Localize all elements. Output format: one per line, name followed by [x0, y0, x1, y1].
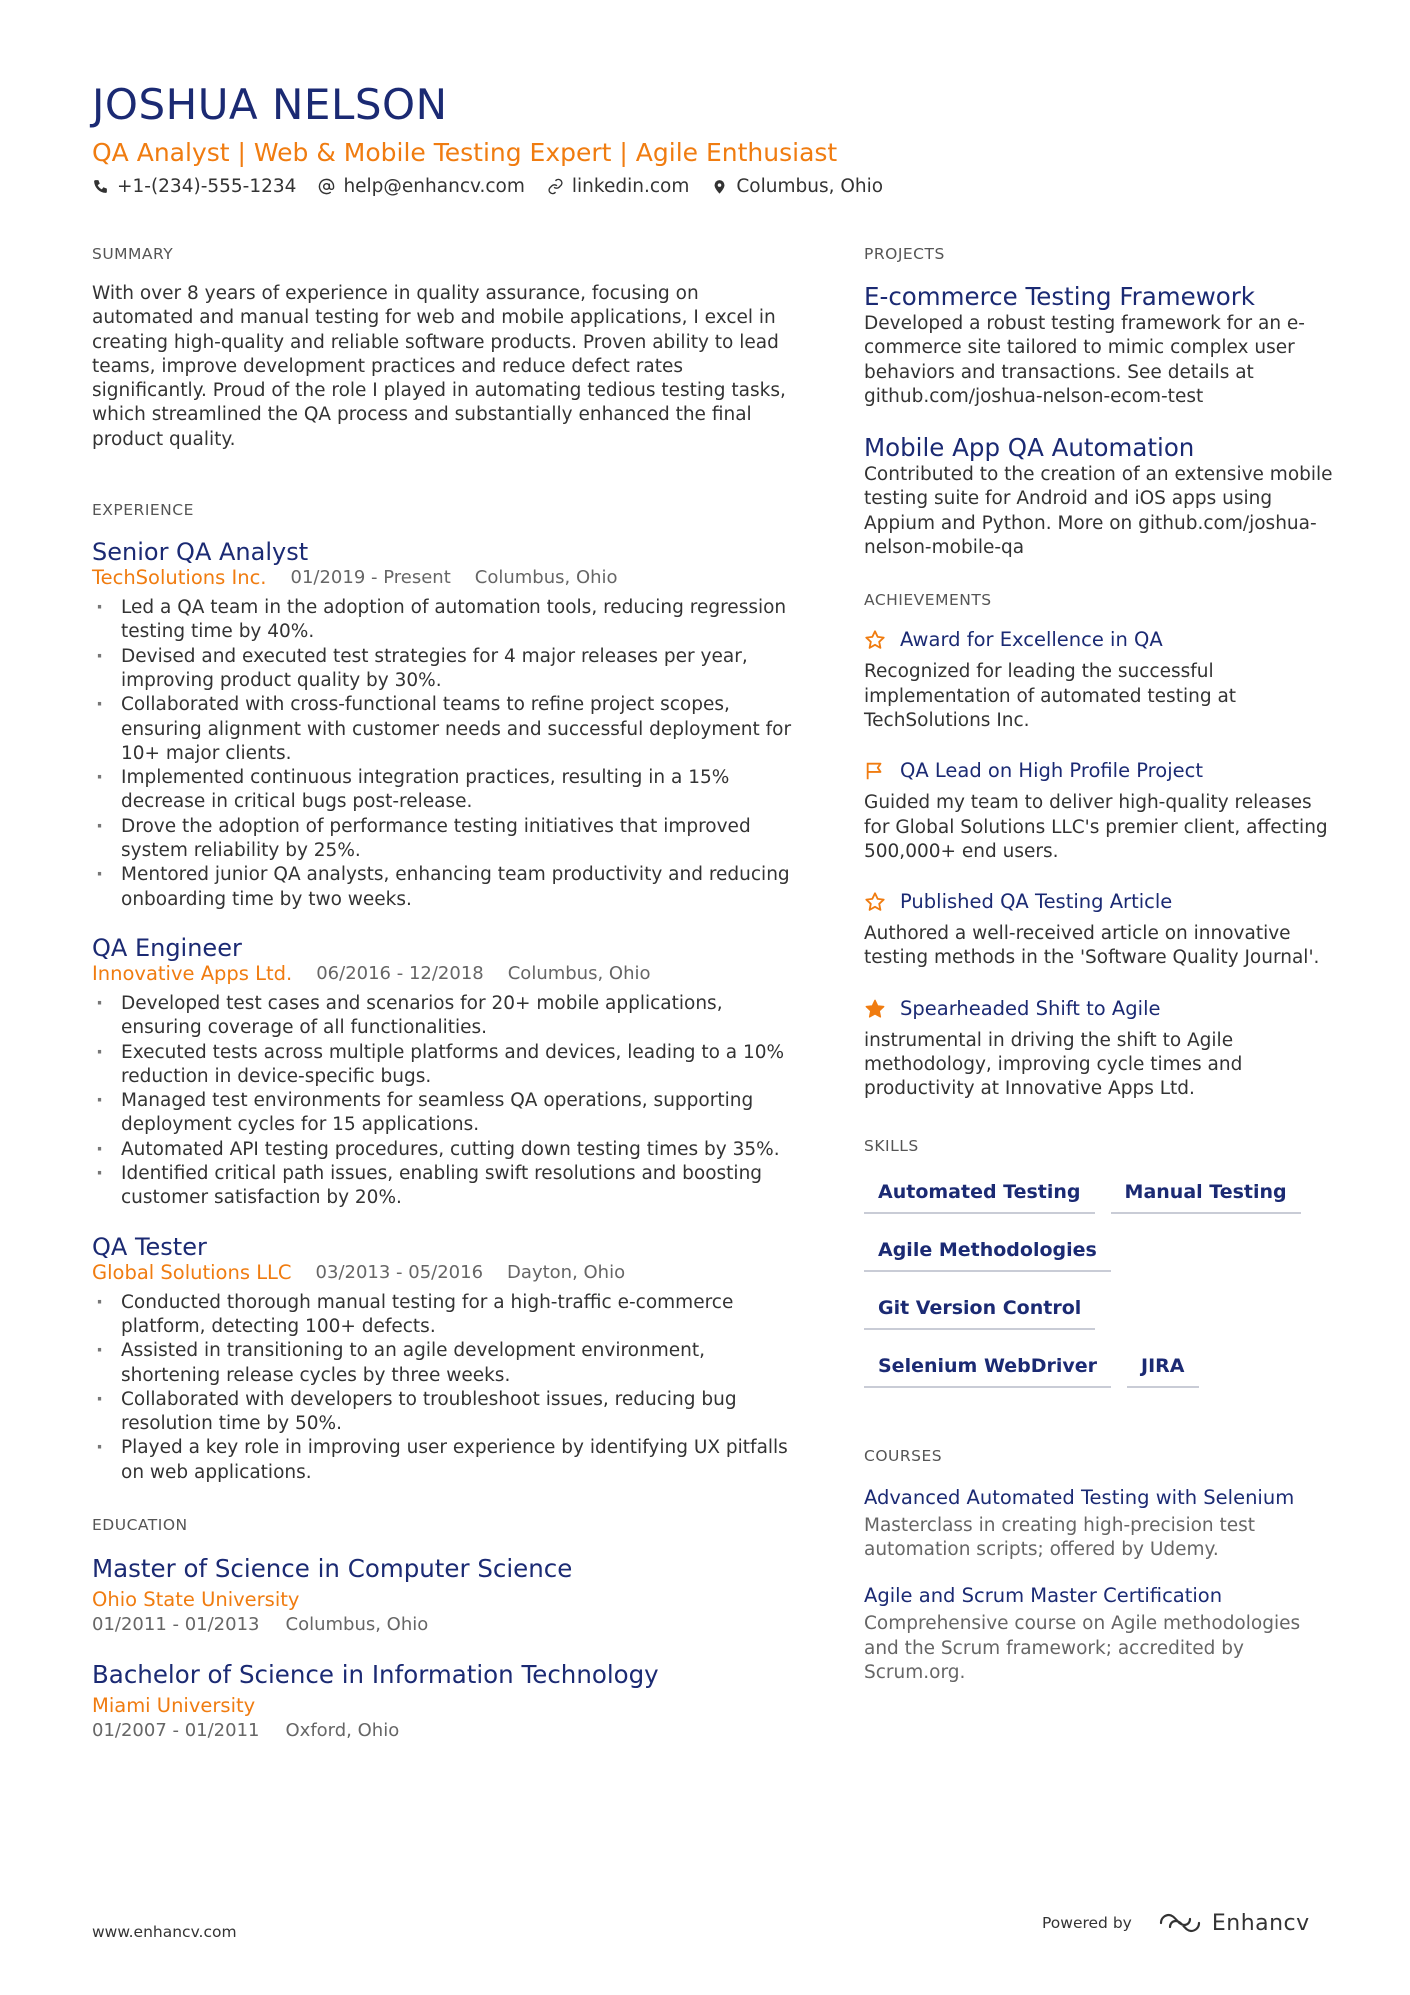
skills-list	[864, 1174, 1334, 1406]
experience-section	[92, 500, 792, 1485]
edu-location: Columbus, Ohio	[285, 1613, 429, 1635]
edu-meta	[92, 1613, 792, 1637]
project-item	[864, 433, 1334, 560]
edu-dates: 01/2007 - 01/2011	[92, 1719, 260, 1741]
edu-school: Ohio State University	[92, 1587, 300, 1611]
contact-email[interactable]	[318, 176, 524, 197]
phone-icon	[92, 178, 109, 195]
projects-section	[864, 244, 1334, 560]
at-icon	[318, 178, 335, 195]
project-title: Mobile App QA Automation	[864, 433, 1195, 463]
edu-degree: Master of Science in Computer Science	[92, 1553, 573, 1583]
achievement-item	[864, 890, 1334, 971]
course-title: Agile and Scrum Master Certification	[864, 1584, 1223, 1608]
summary-title: SUMMARY	[92, 245, 174, 263]
education-section	[92, 1515, 792, 1743]
role-meta	[92, 566, 792, 590]
achievement-desc: Guided my team to deliver high-quality releases for Global Solutions LLC's premier client, affecting 500,000+ end users.	[864, 792, 1328, 862]
bullet-item: · Devised and executed test strategies for 4 major releases per year, improving product quality by 30%.	[92, 645, 792, 694]
achievement-title: Award for Excellence in QA	[900, 628, 1163, 652]
bullet-item: · Assisted in transitioning to an agile development environment, shortening release cycles by three weeks.	[92, 1339, 792, 1388]
role-location: Columbus, Ohio	[474, 567, 618, 589]
bullet-item: · Executed tests across multiple platforms and devices, leading to a 10% reduction in device-specific bugs.	[92, 1041, 792, 1090]
contact-phone[interactable]	[92, 176, 296, 197]
email-text: help@enhancv.com	[343, 176, 525, 197]
skills-title: SKILLS	[864, 1136, 919, 1155]
location-text: Columbus, Ohio	[736, 176, 884, 197]
skill-tag: JIRA	[1127, 1348, 1198, 1388]
edu-location: Oxford, Ohio	[285, 1719, 400, 1741]
role-title: QA Tester	[92, 1232, 207, 1261]
role-title: QA Engineer	[92, 933, 242, 962]
skill-tag: Agile Methodologies	[864, 1232, 1111, 1272]
role-bullets	[92, 992, 792, 1211]
achievement-desc: Recognized for leading the successful implementation of automated testing at TechSolutions Inc.	[864, 661, 1237, 731]
experience-item	[92, 934, 792, 1211]
achievement-title: QA Lead on High Profile Project	[900, 759, 1203, 783]
role-meta	[92, 962, 792, 986]
skill-tag: Selenium WebDriver	[864, 1348, 1111, 1388]
summary-text: With over 8 years of experience in quality assurance, focusing on automated and manual testing for web and mobile applications, I excel in creating high-quality and reliable software products. Proven ability to lead teams, improve development practices and reduce defect rates significantly. Proud of the role I played in automating tedious testing tasks, which streamlined the QA process and substantially enhanced the final product quality.	[92, 283, 786, 450]
skill-tag: Git Version Control	[864, 1290, 1095, 1330]
role-dates: 06/2016 - 12/2018	[316, 962, 484, 984]
achievement-desc: Authored a well-received article on innovative testing methods in the 'Software Quality Journal'.	[864, 923, 1320, 969]
education-item	[92, 1553, 792, 1637]
contact-location	[711, 176, 883, 197]
bullet-item: · Developed test cases and scenarios for 20+ mobile applications, ensuring coverage of all functionalities.	[92, 992, 792, 1041]
bullet-item: · Implemented continuous integration practices, resulting in a 15% decrease in critical bugs post-release.	[92, 766, 792, 815]
achievement-item	[864, 628, 1334, 733]
bullet-item: · Collaborated with cross-functional teams to refine project scopes, ensuring alignment with customer needs and successful deployment for 10+ major clients.	[92, 693, 792, 766]
education-title: EDUCATION	[92, 1515, 188, 1534]
role-company: Global Solutions LLC	[92, 1260, 292, 1284]
enhancv-logo-text: Enhancv	[1211, 1910, 1310, 1936]
linkedin-text: linkedin.com	[571, 176, 690, 197]
role-meta	[92, 1261, 792, 1285]
role-dates: 03/2013 - 05/2016	[315, 1261, 484, 1283]
achievement-title: Spearheaded Shift to Agile	[900, 996, 1161, 1020]
role-title: Senior QA Analyst	[92, 538, 309, 567]
summary-section	[92, 244, 792, 452]
bullet-item: · Automated API testing procedures, cutting down testing times by 35%.	[92, 1138, 792, 1162]
star-filled-icon	[864, 998, 886, 1020]
link-icon	[547, 178, 564, 195]
education-item	[92, 1659, 792, 1743]
contact-bar	[92, 176, 905, 197]
role-company: Innovative Apps Ltd.	[92, 961, 293, 985]
flag-icon	[864, 760, 886, 782]
bullet-item: · Led a QA team in the adoption of automation tools, reducing regression testing time by 40%.	[92, 596, 792, 645]
course-desc: Masterclass in creating high-precision test automation scripts; offered by Udemy.	[864, 1514, 1256, 1560]
edu-meta	[92, 1719, 792, 1743]
courses-section	[864, 1446, 1334, 1685]
contact-linkedin[interactable]	[547, 176, 689, 197]
edu-degree: Bachelor of Science in Information Technology	[92, 1659, 659, 1689]
projects-title: PROJECTS	[864, 245, 945, 263]
course-desc: Comprehensive course on Agile methodologies and the Scrum framework; accredited by Scrum.org.	[864, 1613, 1301, 1683]
role-location: Dayton, Ohio	[507, 1261, 626, 1283]
bullet-item: · Managed test environments for seamless QA operations, supporting deployment cycles for 15 applications.	[92, 1089, 792, 1138]
footer-branding[interactable]	[1042, 1910, 1310, 1936]
bullet-item: · Drove the adoption of performance testing initiatives that improved system reliability by 25%.	[92, 815, 792, 864]
bullet-item: · Played a key role in improving user experience by identifying UX pitfalls on web applications.	[92, 1436, 792, 1485]
courses-title: COURSES	[864, 1446, 943, 1465]
skill-tag: Manual Testing	[1111, 1174, 1301, 1214]
project-item	[864, 282, 1334, 409]
right-column	[864, 244, 1334, 1705]
bullet-item: · Conducted thorough manual testing for a high-traffic e-commerce platform, detecting 100+ defects.	[92, 1291, 792, 1340]
candidate-name: JOSHUA NELSON	[92, 80, 448, 129]
bullet-item: · Mentored junior QA analysts, enhancing team productivity and reducing onboarding time by two weeks.	[92, 863, 792, 912]
role-company: TechSolutions Inc.	[92, 566, 267, 590]
achievement-title: Published QA Testing Article	[900, 890, 1173, 914]
role-bullets	[92, 1291, 792, 1485]
achievement-item	[864, 759, 1334, 864]
experience-item	[92, 538, 792, 912]
bullet-item: · Identified critical path issues, enabling swift resolutions and boosting customer satisfaction by 20%.	[92, 1162, 792, 1211]
edu-dates: 01/2011 - 01/2013	[92, 1613, 260, 1635]
powered-by-label: Powered by	[1042, 1914, 1132, 1932]
skill-tag: Automated Testing	[864, 1174, 1095, 1214]
edu-school: Miami University	[92, 1693, 256, 1717]
project-desc: Contributed to the creation of an extensive mobile testing suite for Android and iOS apps using Appium and Python. More on github.com/joshua-nelson-mobile-qa	[864, 464, 1333, 559]
achievement-item	[864, 997, 1334, 1102]
course-title: Advanced Automated Testing with Selenium	[864, 1485, 1295, 1509]
project-title: E-commerce Testing Framework	[864, 282, 1255, 311]
star-outline-icon	[864, 891, 886, 913]
achievements-title: ACHIEVEMENTS	[864, 591, 992, 610]
star-outline-icon	[864, 629, 886, 651]
achievement-desc: instrumental in driving the shift to Agile methodology, improving cycle times and productivity at Innovative Apps Ltd.	[864, 1029, 1243, 1100]
bullet-item: · Collaborated with developers to troubleshoot issues, reducing bug resolution time by 50%.	[92, 1388, 792, 1437]
enhancv-logo-icon	[1158, 1910, 1202, 1936]
skills-section	[864, 1136, 1334, 1406]
achievements-section	[864, 590, 1334, 1101]
project-desc: Developed a robust testing framework for an e-commerce site tailored to mimic complex user behaviors and transactions. See details at github.com/joshua-nelson-ecom-test	[864, 313, 1305, 407]
course-item	[864, 1582, 1334, 1685]
experience-item	[92, 1233, 792, 1485]
phone-text: +1-(234)-555-1234	[117, 176, 297, 197]
left-column	[92, 244, 792, 1765]
role-bullets	[92, 596, 792, 912]
experience-title: EXPERIENCE	[92, 501, 194, 520]
footer-website[interactable]: www.enhancv.com	[92, 1923, 237, 1941]
role-location: Columbus, Ohio	[507, 962, 651, 984]
course-item	[864, 1484, 1334, 1563]
location-pin-icon	[711, 178, 728, 195]
headline: QA Analyst | Web & Mobile Testing Expert | Agile Enthusiast	[92, 138, 838, 167]
role-dates: 01/2019 - Present	[290, 567, 451, 589]
